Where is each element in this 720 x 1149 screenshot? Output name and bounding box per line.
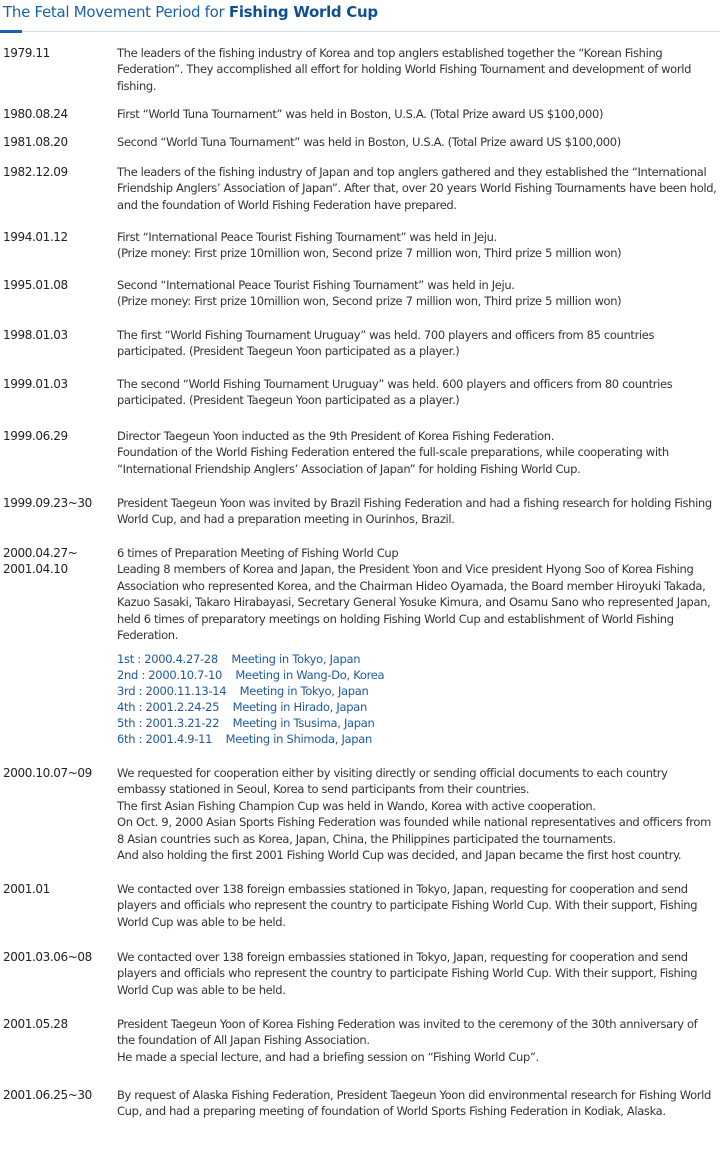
- entry-description-line: Director Taegeun Yoon inducted as the 9th President of Korea Fishing Federation.: [117, 429, 555, 443]
- entry-date: [3, 545, 113, 577]
- page-title-emphasis: Fishing World Cup: [228, 3, 378, 21]
- entry-date-text: 2001.01: [3, 882, 50, 896]
- entry-description-line: The leaders of the fishing industry of Japan and top anglers gathered and they established the “International Friendship Anglers’ Association of Japan”. After that, over 20 years World Fishing Tournaments have been hold, and the foundation of World Fishing Federation have prepared.: [117, 165, 717, 212]
- entry-description-line: Second “International Peace Tourist Fishing Tournament” was held in Jeju.: [117, 278, 515, 292]
- entry-description-line: The second “World Fishing Tournament Uruguay” was held. 600 players and officers from 80 countries participated. (President Taegeun Yoon participated as a player.): [117, 377, 673, 408]
- entry-date-text: 1980.08.24: [3, 107, 68, 121]
- entry-description: [117, 428, 717, 477]
- meeting-schedule-item: 5th : 2001.3.21-22 Meeting in Tsusima, Japan: [117, 716, 375, 731]
- entry-date-text: 2001.06.25~30: [3, 1088, 92, 1102]
- entry-date-text: 1979.11: [3, 46, 50, 60]
- entry-description-line: President Taegeun Yoon of Korea Fishing Federation was invited to the ceremony of the 30th anniversary of the foundation of All Japan Fishing Association.: [117, 1017, 698, 1048]
- entry-date: [3, 45, 113, 61]
- meeting-schedule-list: [117, 651, 717, 747]
- entry-description-line: The first Asian Fishing Champion Cup was held in Wando, Korea with active cooperation.: [117, 798, 596, 813]
- entry-description: [117, 1087, 717, 1120]
- entry-date-text: 2000.10.07~09: [3, 766, 92, 780]
- entry-date: [3, 164, 113, 180]
- entry-description-line: (Prize money: First prize 10million won, Second prize 7 million won, Third prize 5 million won): [117, 246, 622, 261]
- entry-date-text: 1981.08.20: [3, 135, 68, 149]
- entry-description-line: (Prize money: First prize 10million won, Second prize 7 million won, Third prize 5 million won): [117, 294, 622, 309]
- entry-date-text: 1999.01.03: [3, 377, 68, 391]
- entry-description-line: We contacted over 138 foreign embassies stationed in Tokyo, Japan, requesting for cooperation and send players and officials who represent the country to participate Fishing World Cup. With their support, Fishing World Cup was able to be held.: [117, 950, 698, 997]
- entry-description-line: On Oct. 9, 2000 Asian Sports Fishing Federation was founded while national representatives and officers from 8 Asian countries such as Korea, Japan, China, the Philippines participated the tournaments.: [117, 815, 711, 846]
- entry-description-line: By request of Alaska Fishing Federation, President Taegeun Yoon did environmental research for Fishing World Cup, and had a preparing meeting of foundation of World Sports Fishing Federation in Kodiak, Alaska.: [117, 1088, 711, 1119]
- entry-date: [3, 949, 113, 965]
- entry-description-line: President Taegeun Yoon was invited by Brazil Fishing Federation and had a fishing research for holding Fishing World Cup, and had a preparation meeting in Ourinhos, Brazil.: [117, 496, 712, 527]
- entry-date: [3, 277, 113, 293]
- entry-description-line: 6 times of Preparation Meeting of Fishing World Cup: [117, 546, 399, 560]
- entry-date: [3, 881, 113, 897]
- entry-date: [3, 134, 113, 150]
- meeting-schedule-item: 6th : 2001.4.9-11 Meeting in Shimoda, Japan: [117, 732, 373, 747]
- entry-description-line: He made a special lecture, and had a briefing session on “Fishing World Cup”.: [117, 1049, 539, 1064]
- entry-date: [3, 765, 113, 781]
- entry-description: [117, 765, 717, 863]
- page-header: [0, 0, 720, 34]
- entry-date-text: 1995.01.08: [3, 278, 68, 292]
- entry-date-text: 2001.05.28: [3, 1017, 68, 1031]
- title-divider: [0, 31, 720, 32]
- entry-description: [117, 277, 717, 310]
- meeting-schedule-item: 1st : 2000.4.27-28 Meeting in Tokyo, Japan: [117, 652, 361, 667]
- entry-description: [117, 45, 717, 94]
- entry-date-text: 1982.12.09: [3, 165, 68, 179]
- meeting-schedule-item: 2nd : 2000.10.7-10 Meeting in Wang-Do, Korea: [117, 668, 385, 683]
- entry-description-line: First “International Peace Tourist Fishing Tournament” was held in Jeju.: [117, 230, 497, 244]
- entry-description: [117, 376, 717, 409]
- entry-date: [3, 1087, 113, 1103]
- entry-date: [3, 229, 113, 245]
- entry-description: [117, 495, 717, 528]
- entry-description: [117, 949, 717, 998]
- entry-description: [117, 545, 717, 747]
- entry-description: [117, 881, 717, 930]
- entry-date: [3, 376, 113, 392]
- entry-description: [117, 1016, 717, 1065]
- entry-description-line: The leaders of the fishing industry of Korea and top anglers established together the “Korean Fishing Federation”. They accomplished all effort for holding World Fishing Tournament and development of world fishing.: [117, 46, 692, 93]
- entry-date-text: 2001.03.06~08: [3, 950, 92, 964]
- meeting-schedule-item: 4th : 2001.2.24-25 Meeting in Hirado, Japan: [117, 700, 367, 715]
- entry-description-line: We requested for cooperation either by visiting directly or sending official documents to each country embassy stationed in Seoul, Korea to send participants from their countries.: [117, 766, 668, 797]
- entry-description-line: The first “World Fishing Tournament Uruguay” was held. 700 players and officers from 85 countries participated. (President Taegeun Yoon participated as a player.): [117, 328, 655, 359]
- entry-description: [117, 229, 717, 262]
- entry-description-line: Second “World Tuna Tournament” was held in Boston, U.S.A. (Total Prize award US $100,000): [117, 135, 621, 149]
- entry-description-line: We contacted over 138 foreign embassies stationed in Tokyo, Japan, requesting for cooperation and send players and officials who represent the country to participate Fishing World Cup. With their support, Fishing World Cup was able to be held.: [117, 882, 698, 929]
- entry-date-text: 1999.06.29: [3, 429, 68, 443]
- entry-description-line: Leading 8 members of Korea and Japan, the President Yoon and Vice president Hyong Soo of Korea Fishing Association who represented Korea, and the Chairman Hideo Oyamada, the Board member Hiroyuki Takada, Kazuo Sasaki, Takaro Hirabayasi, Secretary General Yosuke Kimura, and Osamu Sano who represented Japan, held 6 times of preparatory meetings on holding Fishing World Cup and establishment of World Fishing Federation.: [117, 562, 711, 643]
- entry-description: [117, 134, 717, 150]
- entry-date-end-text: 2001.04.10: [3, 562, 68, 576]
- entry-description-line: First “World Tuna Tournament” was held in Boston, U.S.A. (Total Prize award US $100,000): [117, 107, 604, 121]
- entry-description-line: Foundation of the World Fishing Federation entered the full-scale preparations, while cooperating with “International Friendship Anglers’ Association of Japan” for holding Fishing World Cup.: [117, 445, 669, 476]
- entry-date: [3, 327, 113, 343]
- title-divider-accent: [0, 30, 22, 33]
- entry-date-text: 2000.04.27~: [3, 546, 78, 560]
- entry-date: [3, 495, 113, 511]
- entry-description: [117, 327, 717, 360]
- entry-date-text: 1999.09.23~30: [3, 496, 92, 510]
- entry-date-text: 1994.01.12: [3, 230, 68, 244]
- entry-description: [117, 164, 717, 213]
- meeting-schedule-item: 3rd : 2000.11.13-14 Meeting in Tokyo, Japan: [117, 684, 369, 699]
- entry-description-line: And also holding the first 2001 Fishing World Cup was decided, and Japan became the first host country.: [117, 848, 682, 863]
- entry-date: [3, 428, 113, 444]
- entry-date: [3, 1016, 113, 1032]
- entry-description: [117, 106, 717, 122]
- page-title-prefix: The Fetal Movement Period for: [3, 3, 229, 21]
- page-title: [3, 3, 378, 21]
- entry-date: [3, 106, 113, 122]
- entry-date-text: 1998.01.03: [3, 328, 68, 342]
